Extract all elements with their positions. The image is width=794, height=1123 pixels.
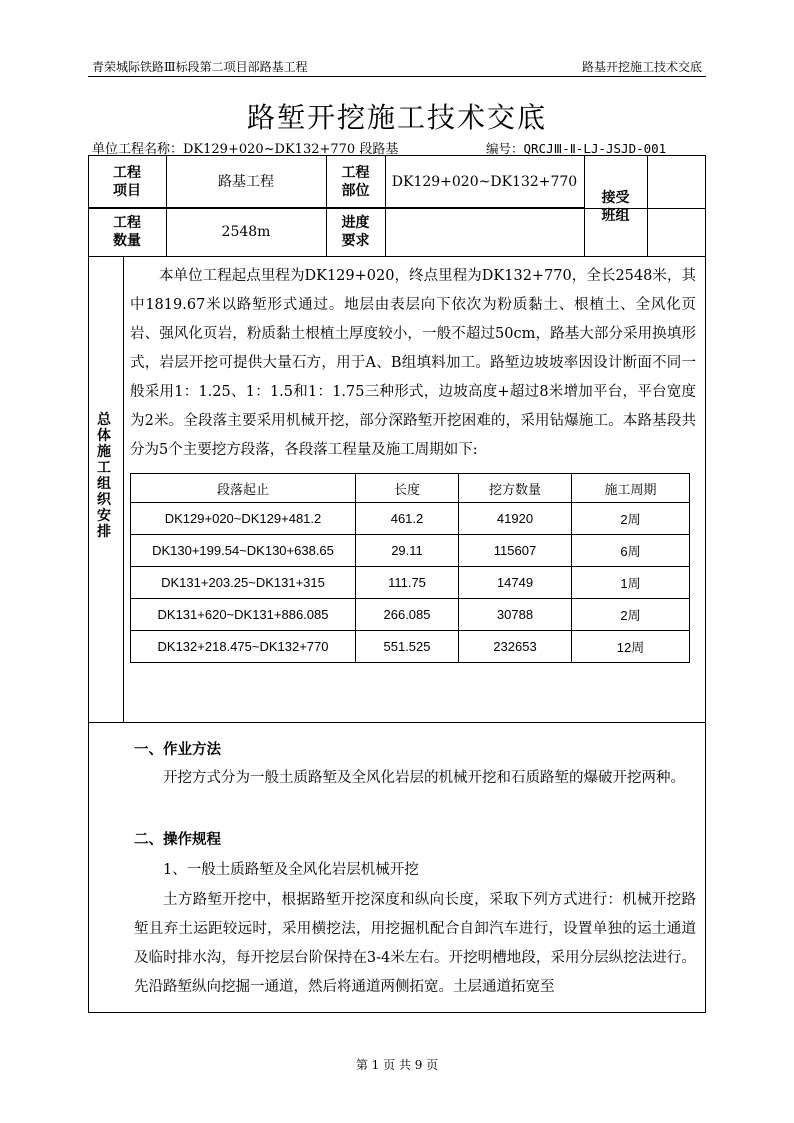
row-divider [88, 722, 706, 723]
cell: DK130+199.54~DK130+638.65 [131, 535, 356, 567]
row-divider [88, 256, 706, 257]
cell: DK132+218.475~DK132+770 [131, 631, 356, 663]
col-divider [123, 256, 124, 722]
method-text: 开挖方式分为一般土质路堑及全风化岩层的机械开挖和石质路堑的爆破开挖两种。 [163, 770, 685, 786]
table-row [131, 599, 690, 631]
intro-paragraph: 本单位工程起点里程为DK129+020，终点里程为DK132+770，全长2548米，其中1819.67米以路堑形式通过。地层由表层向下依次为粉质黏土、根植土、全风化页岩、强风化页岩，粉质黏土根植土厚度较小，一般不超过50cm，路基大部分采用换填形式，岩层开挖可提供大量石方，用于A、B组填料加工。路堑边坡坡率因设计断面不同一般采用1：1.25、1：1.5和1：1.75三种形式，边坡高度+超过8米增加平台，平台宽度为2米。全段落主要采用机械开挖，部分深路堑开挖困难的，采用钻爆施工。本路基段共分为5个主要挖方段落，各段落工程量及施工周期如下: [130, 268, 696, 458]
table-row [131, 631, 690, 663]
receiver-label: 接受班组 [601, 189, 630, 224]
table-header-row [131, 474, 690, 503]
cell: 551.525 [356, 631, 459, 663]
table-row [131, 535, 690, 567]
rules-text: 土方路堑开挖中，根据路堑开挖深度和纵向长度，采取下列方式进行：机械开挖路堑且弃土运距较远时，采用横挖法，用挖掘机配合自卸汽车进行，设置单独的运土通道及临时排水沟，每开挖层台阶保持在3-4米左右。开挖明槽地段，采用分层纵挖法进行。先沿路堑纵向挖掘一通道，然后将通道两侧拓宽。土层通道拓宽至 [134, 892, 696, 995]
cell: 111.75 [356, 567, 459, 599]
cell: 14749 [459, 567, 572, 599]
cell: 30788 [459, 599, 572, 631]
col-header: 长度 [356, 474, 459, 503]
schedule-label: 进度要求 [341, 215, 370, 249]
project-label: 工程项目 [113, 165, 141, 199]
page-footer: 第 1 页 共 9 页 [355, 1058, 439, 1072]
cell: 29.11 [356, 535, 459, 567]
header-left: 青荣城际铁路Ⅲ标段第二项目部路基工程 [92, 60, 308, 74]
cell: 2周 [572, 503, 690, 535]
col-header: 施工周期 [572, 474, 690, 503]
page-header [88, 58, 706, 77]
project-value: 路基工程 [218, 174, 274, 190]
rules-heading: 二、操作规程 [134, 831, 221, 848]
cell: 461.2 [356, 503, 459, 535]
cell: DK131+203.25~DK131+315 [131, 567, 356, 599]
cell: DK129+020~DK129+481.2 [131, 503, 356, 535]
col-divider [647, 155, 648, 256]
cell: 2周 [572, 599, 690, 631]
schedule-value [385, 208, 584, 256]
cell: 266.085 [356, 599, 459, 631]
part-label: 工程部位 [341, 165, 370, 199]
cell: 41920 [459, 503, 572, 535]
col-header: 段落起止 [131, 474, 356, 503]
quantity-value: 2548m [221, 224, 271, 240]
document-title: 路堑开挖施工技术交底 [246, 101, 547, 134]
section-label-vertical: 总体施工组织安排 [97, 412, 111, 540]
segments-table [130, 473, 690, 663]
table-row [131, 567, 690, 599]
method-heading: 一、作业方法 [134, 741, 221, 758]
part-value: DK129+020~DK132+770 [391, 174, 578, 190]
table-row [131, 503, 690, 535]
cell: 12周 [572, 631, 690, 663]
cell: 115607 [459, 535, 572, 567]
cell: 1周 [572, 567, 690, 599]
col-header: 挖方数量 [459, 474, 572, 503]
cell: 232653 [459, 631, 572, 663]
header-right: 路基开挖施工技术交底 [581, 60, 702, 74]
quantity-label: 工程数量 [113, 215, 141, 249]
cell: DK131+620~DK131+886.085 [131, 599, 356, 631]
cell: 6周 [572, 535, 690, 567]
unit-project-line: 单位工程名称：DK129+020~DK132+770 段路基 [92, 142, 399, 157]
document-code: 编号：QRCJⅢ-Ⅱ-LJ-JSJD-001 [486, 141, 667, 156]
rules-sub-heading: 1、一般土质路堑及全风化岩层机械开挖 [163, 862, 419, 878]
